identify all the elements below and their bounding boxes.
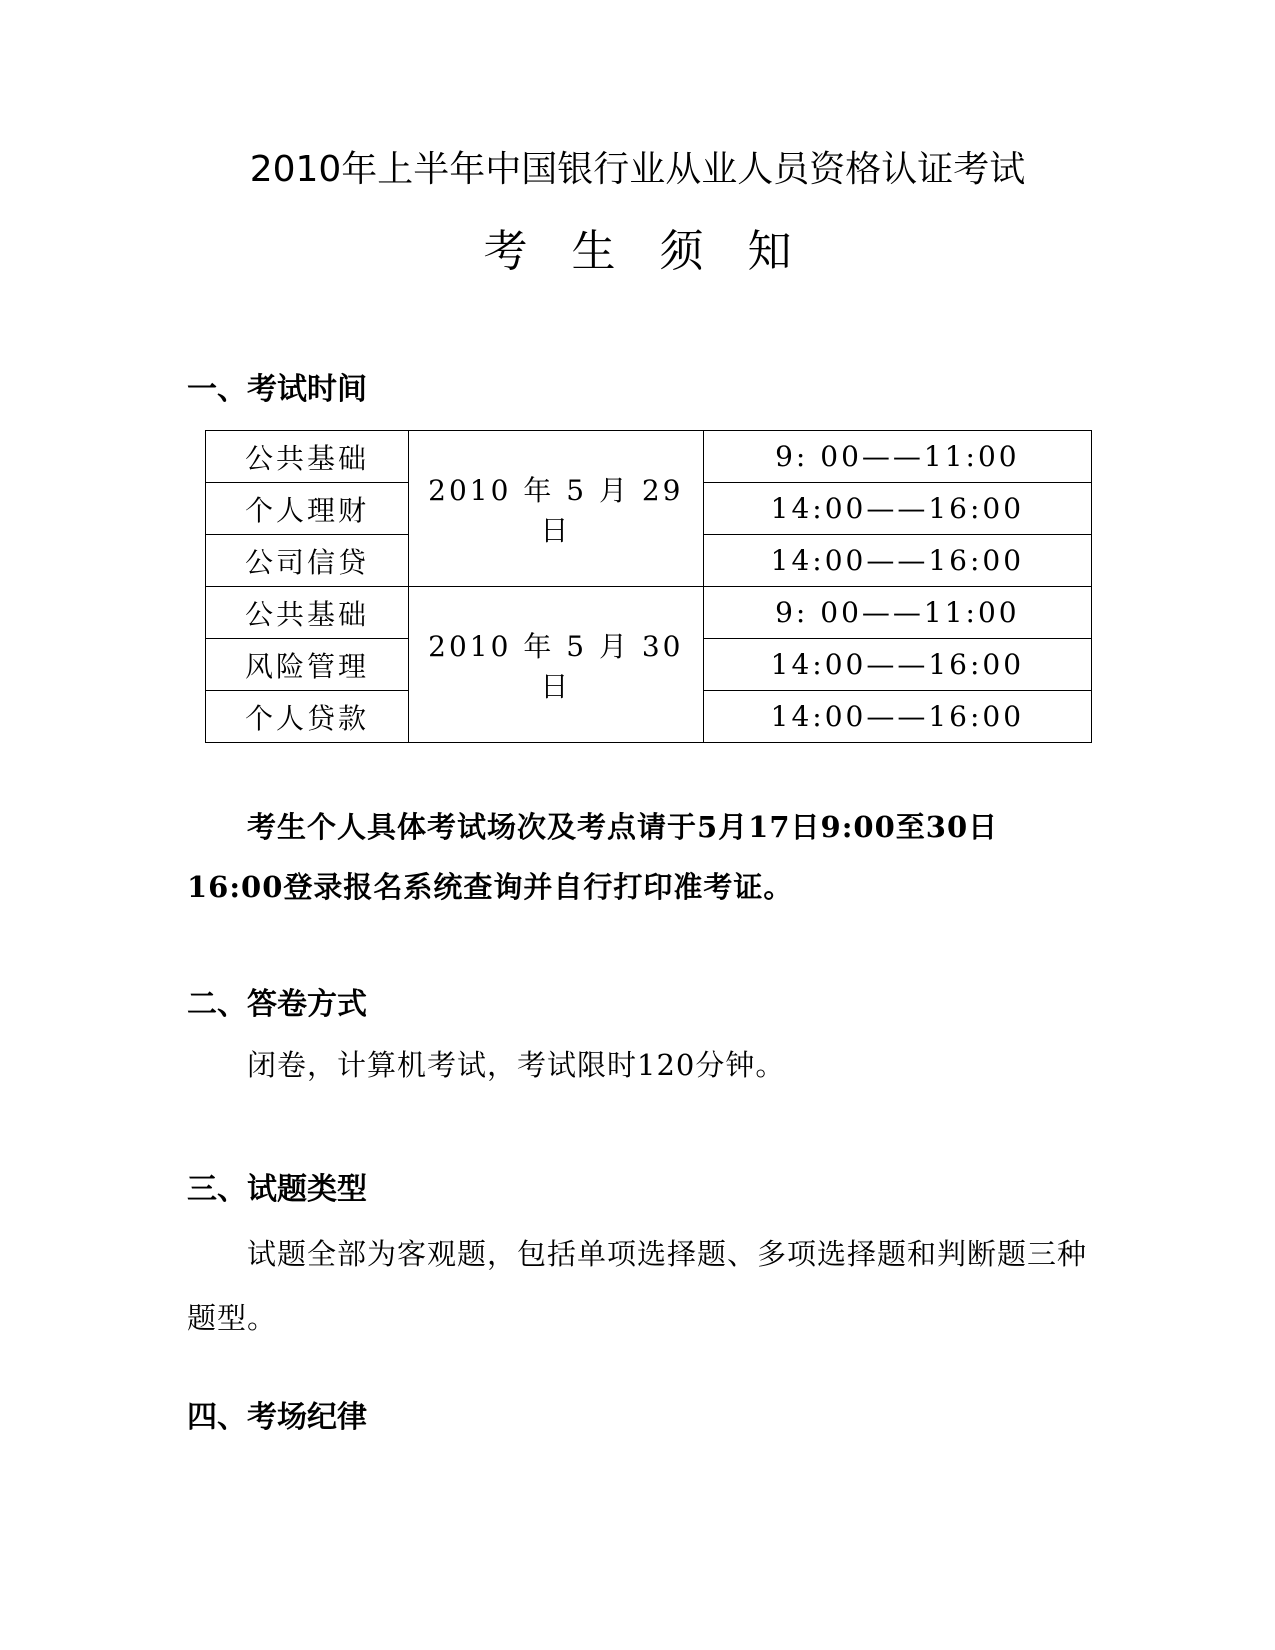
admission-ticket-notice: 考生个人具体考试场次及考点请于5月17日9:00至30日16:00登录报名系统查询并自行打印准考证。 [187,810,999,904]
time-cell: 9: 00——11:00 [703,431,1091,483]
time-cell: 14:00——16:00 [703,483,1091,535]
subject-cell: 公共基础 [206,587,409,639]
document-title: 2010年上半年中国银行业从业人员资格认证考试 [249,149,1026,190]
section-heading-answer-method: 二、答卷方式 [187,987,367,1022]
subject-cell: 个人贷款 [206,691,409,743]
time-cell: 14:00——16:00 [703,691,1091,743]
exam-schedule-table [205,430,1092,743]
table-row [206,587,1092,639]
document-subtitle: 考生须知 [483,226,836,277]
time-cell: 9: 00——11:00 [703,587,1091,639]
section-heading-exam-discipline: 四、考场纪律 [187,1400,367,1435]
section-heading-question-types: 三、试题类型 [187,1172,367,1207]
answer-method-text: 闭卷，计算机考试，考试限时120分钟。 [247,1048,786,1082]
date-cell: 2010 年 5 月 29 日 [408,431,703,587]
question-types-text: 试题全部为客观题，包括单项选择题、多项选择题和判断题三种题型。 [187,1237,1088,1335]
subject-cell: 风险管理 [206,639,409,691]
subject-cell: 公司信贷 [206,535,409,587]
time-cell: 14:00——16:00 [703,535,1091,587]
section-heading-exam-time: 一、考试时间 [187,372,367,407]
time-cell: 14:00——16:00 [703,639,1091,691]
date-cell: 2010 年 5 月 30 日 [408,587,703,743]
subject-cell: 个人理财 [206,483,409,535]
subject-cell: 公共基础 [206,431,409,483]
table-row [206,431,1092,483]
